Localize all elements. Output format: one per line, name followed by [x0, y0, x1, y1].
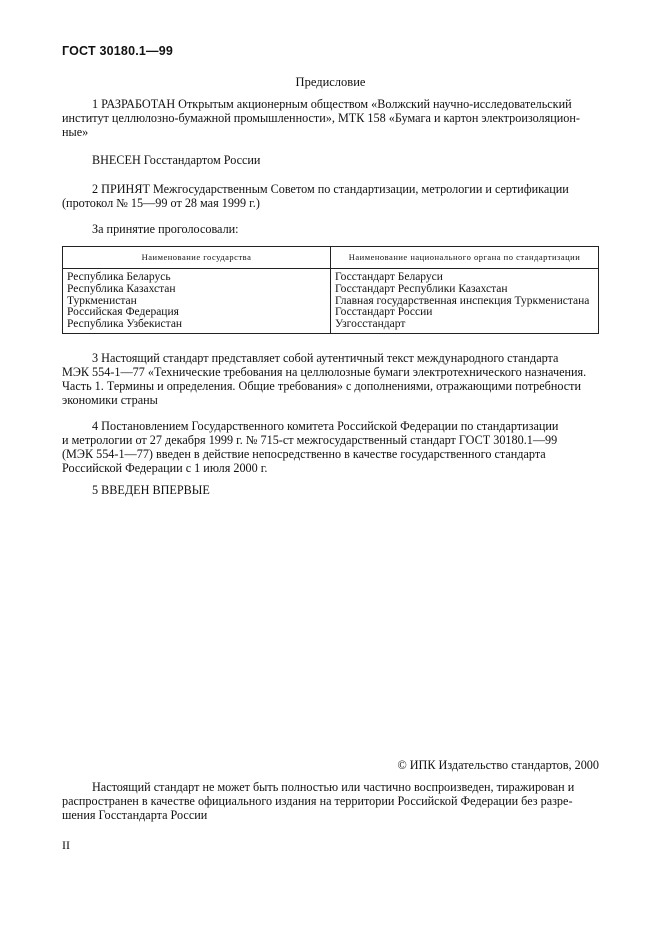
paragraph-line: Российской Федерации с 1 июля 2000 г. — [62, 461, 268, 475]
body-name: Узгосстандарт — [335, 318, 406, 331]
bodies-cell — [331, 269, 599, 334]
paragraph-adopted — [62, 182, 599, 210]
copyright-notice: © ИПК Издательство стандартов, 2000 — [397, 758, 599, 772]
body-name: Госстандарт Республики Казахстан — [335, 282, 508, 295]
vote-intro — [62, 222, 599, 236]
states-cell — [63, 269, 331, 334]
paragraph-line: 3 Настоящий стандарт представляет собой аутентичный текст международного стандарта — [92, 351, 559, 365]
paragraph-line: За принятие проголосовали: — [92, 222, 239, 236]
page-number: II — [62, 838, 70, 852]
paragraph-line: (протокол № 15—99 от 28 мая 1999 г.) — [62, 196, 260, 210]
document-code: ГОСТ 30180.1—99 — [62, 44, 174, 58]
paragraph-developed — [62, 97, 599, 139]
table-header-body: Наименование национального органа по стандартизации — [331, 247, 599, 269]
paragraph-line: институт целлюлозно-бумажной промышленности», МТК 158 «Бумага и картон электроизоляцион- — [62, 111, 580, 125]
paragraph-line: ВНЕСЕН Госстандартом России — [92, 153, 261, 167]
state-name: Республика Казахстан — [67, 282, 176, 295]
paragraph-line: шения Госстандарта России — [62, 808, 208, 822]
paragraph-line: Часть 1. Термины и определения. Общие требования» с дополнениями, отражающими потребности — [62, 379, 581, 393]
paragraph-line: (МЭК 554-1—77) введен в действие непосредственно в качестве государственного стандарта — [62, 447, 546, 461]
paragraph-line: распространен в качестве официального издания на территории Российской Федерации без разре- — [62, 794, 573, 808]
paragraph-introduced — [62, 153, 599, 167]
body-name: Госстандарт России — [335, 306, 433, 319]
body-name: Госстандарт Беларуси — [335, 271, 443, 283]
reproduction-notice — [62, 780, 599, 822]
voting-states-table — [62, 246, 599, 334]
table-header-state: Наименование государства — [63, 247, 331, 269]
paragraph-line: экономики страны — [62, 393, 158, 407]
paragraph-line: 1 РАЗРАБОТАН Открытым акционерным обществом «Волжский научно-исследовательский — [92, 97, 572, 111]
paragraph-line: Настоящий стандарт не может быть полностью или частично воспроизведен, тиражирован и — [92, 780, 575, 794]
paragraph-line: 5 ВВЕДЕН ВПЕРВЫЕ — [92, 483, 210, 497]
state-name: Туркменистан — [67, 294, 137, 307]
paragraph-line: МЭК 554-1—77 «Технические требования на целлюлозные бумаги электротехнического назначения. — [62, 365, 587, 379]
paragraph-line: ные» — [62, 125, 89, 139]
state-name: Республика Беларусь — [67, 271, 171, 283]
paragraph-line: 4 Постановлением Государственного комитета Российской Федерации по стандартизации — [92, 419, 559, 433]
section-title: Предисловие — [295, 75, 366, 89]
paragraph-line: 2 ПРИНЯТ Межгосударственным Советом по стандартизации, метрологии и сертификации — [92, 182, 569, 196]
paragraph-authentic-text — [62, 351, 599, 407]
paragraph-first-introduced — [62, 483, 599, 497]
body-name: Главная государственная инспекция Туркменистана — [335, 294, 590, 307]
paragraph-resolution — [62, 419, 599, 475]
paragraph-line: и метрологии от 27 декабря 1999 г. № 715-ст межгосударственный стандарт ГОСТ 30180.1—99 — [62, 433, 558, 447]
state-name: Республика Узбекистан — [67, 318, 183, 331]
state-name: Российская Федерация — [67, 306, 179, 319]
